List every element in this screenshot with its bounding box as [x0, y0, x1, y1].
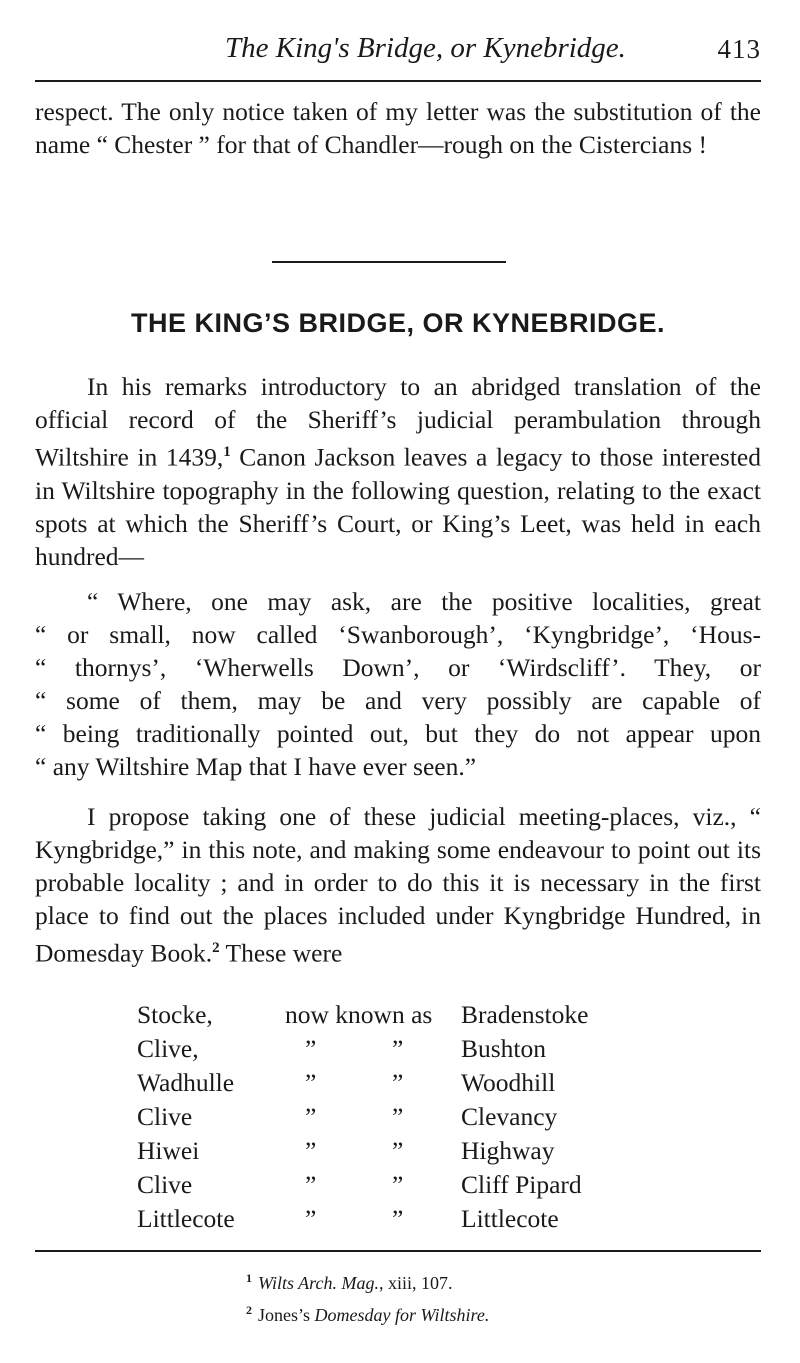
modern-name: Bradenstoke: [461, 1000, 589, 1029]
ditto-mark: ”: [392, 1170, 404, 1199]
quote-line: “ or small, now called ‘Swanborough’, ‘Kyngbridge’, ‘Hous-: [35, 620, 761, 649]
modern-name: Cliff Pipard: [461, 1170, 582, 1199]
intro-text-cont: Canon Jackson leaves a legacy to those interested in Wiltshire topography in the following question, relating to the exact spots at which the Sheriff’s Court, or King’s Leet, was held in each hundred—: [35, 442, 761, 571]
ditto-mark: ”: [305, 1136, 317, 1165]
footnote-mark: 2: [246, 1303, 252, 1317]
table-row: [0, 1204, 800, 1238]
quote-line: “ some of them, may be and very possibly are capable of: [35, 686, 761, 715]
quote-line: “ Where, one may ask, are the positive localities, great: [87, 587, 761, 616]
carryover-paragraph: respect. The only notice taken of my letter was the substitution of the name “ Chester ” for that of Chandler—rough on the Cistercians !: [35, 97, 761, 159]
section-divider: [272, 261, 506, 263]
domesday-name: Wadhulle: [137, 1068, 235, 1097]
ditto-mark: ”: [392, 1034, 404, 1063]
ditto-mark: ”: [305, 1204, 317, 1233]
ditto-mark: ”: [392, 1102, 404, 1131]
quote-line: “ any Wiltshire Map that I have ever seen.”: [35, 752, 477, 781]
modern-name: Littlecote: [461, 1204, 559, 1233]
page-number: 413: [717, 34, 761, 64]
ditto-mark: ”: [305, 1068, 317, 1097]
domesday-name: Stocke,: [137, 1000, 213, 1029]
modern-name: Clevancy: [461, 1102, 558, 1131]
ditto-mark: ”: [392, 1136, 404, 1165]
table-row: [0, 1034, 800, 1068]
intro-text: In his remarks introductory to an abridged translation of the official record of the Sheriff’s judicial perambulation through Wiltshire in 1439,: [35, 372, 761, 472]
ditto-mark: ”: [305, 1102, 317, 1131]
proposal-text: I propose taking one of these judicial meeting-places, viz., “ Kyngbridge,” in this note, and making some endeavour to point out its probable locality ; and in order to do this it is necessary in the first place to find out the places included under Kyngbridge Hundred, in Domesday Book.: [35, 802, 761, 968]
domesday-name: Littlecote: [137, 1204, 235, 1233]
jackson-quote: [35, 585, 761, 783]
footnote-1: [246, 1271, 453, 1294]
footnote-2: [246, 1303, 489, 1326]
table-row: [0, 1102, 800, 1136]
ditto-mark: ”: [305, 1170, 317, 1199]
footnote-title: Wilts Arch. Mag.: [258, 1273, 379, 1293]
proposal-paragraph: [35, 800, 761, 970]
footnote-mark: 1: [246, 1271, 252, 1285]
footnote-title: Domesday for Wiltshire.: [314, 1305, 490, 1325]
table-row: [0, 1000, 800, 1034]
section-heading: THE KING’S BRIDGE, OR KYNEBRIDGE.: [130, 308, 666, 338]
ditto-mark: ”: [392, 1068, 404, 1097]
header-rule: [35, 80, 761, 82]
table-row: [0, 1136, 800, 1170]
table-row: [0, 1170, 800, 1204]
footnote-rule: [35, 1250, 761, 1252]
footnote-ref-2[interactable]: 2: [212, 940, 220, 956]
modern-name: Bushton: [461, 1034, 547, 1063]
domesday-name: Clive,: [137, 1034, 199, 1063]
domesday-name: Hiwei: [137, 1136, 200, 1165]
places-table: [0, 1000, 800, 1240]
footnote-text: Jones’s: [258, 1305, 315, 1325]
table-row: [0, 1068, 800, 1102]
quote-line: “ being traditionally pointed out, but they do not appear upon: [35, 719, 761, 748]
running-title: The King's Bridge, or Kynebridge.: [225, 32, 626, 64]
domesday-name: Clive: [137, 1170, 193, 1199]
footnote-text: , xiii, 107.: [379, 1273, 453, 1293]
intro-paragraph: [35, 370, 761, 573]
modern-name: Highway: [461, 1136, 555, 1165]
footnote-ref-1[interactable]: 1: [223, 444, 231, 460]
running-head: [35, 28, 761, 68]
modern-name: Woodhill: [461, 1068, 556, 1097]
ditto-mark: ”: [392, 1204, 404, 1233]
quote-line: “ thornys’, ‘Wherwells Down’, or ‘Wirdscliff’. They, or: [35, 653, 761, 682]
proposal-text-cont: These were: [219, 938, 343, 968]
domesday-name: Clive: [137, 1102, 193, 1131]
now-known-as: now known as: [285, 1000, 433, 1029]
ditto-mark: ”: [305, 1034, 317, 1063]
